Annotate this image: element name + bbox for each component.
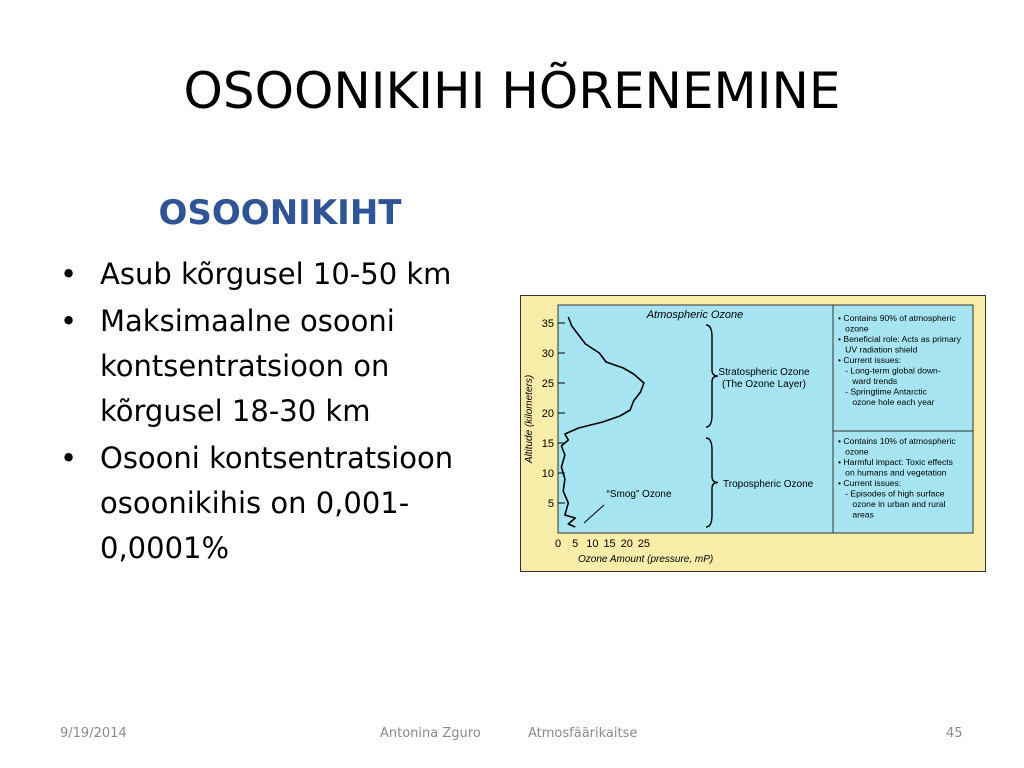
section-subtitle: OSOONIKIHT: [158, 193, 402, 233]
y-tick-label: 5: [547, 498, 554, 510]
info-upper-line: • Beneficial role: Acts as primary: [838, 334, 961, 344]
bullet-item: [52, 299, 502, 434]
bullet-icon: •: [60, 257, 78, 291]
info-upper-line: - Long-term global down-: [838, 365, 941, 376]
stratosphere-label-line1: Stratospheric Ozone: [718, 367, 810, 378]
info-lower-line: • Contains 10% of atmospheric: [838, 436, 956, 446]
x-tick-label: 15: [603, 538, 616, 550]
info-lower-line: areas: [838, 509, 874, 520]
smog-label: “Smog” Ozone: [606, 489, 672, 500]
y-tick-label: 20: [541, 408, 554, 420]
x-tick-label: 5: [572, 538, 579, 550]
info-upper-line: ward trends: [838, 376, 898, 386]
info-upper-line: UV radiation shield: [838, 344, 918, 355]
bullet-icon: •: [60, 441, 78, 475]
bullet-item: [52, 436, 502, 571]
stratosphere-label-line2: (The Ozone Layer): [722, 379, 806, 390]
slide-title: OSOONIKIHI HÕRENEMINE: [183, 62, 841, 120]
y-axis-label: Altitude (kilometers): [524, 374, 535, 464]
bullet-item: [52, 252, 502, 297]
info-lower-line: • Harmful impact: Toxic effects: [838, 457, 953, 467]
info-lower-line: ozone: [838, 446, 869, 457]
bullet-text: Maksimaalne osooni kontsentratsioon on kõrgusel 18-30 km: [100, 304, 395, 428]
bullet-text: Osooni kontsentratsioon osoonikihis on 0,001-0,0001%: [100, 441, 454, 565]
bullet-list: [52, 252, 502, 573]
y-tick-label: 25: [541, 378, 554, 390]
info-upper-line: • Current issues:: [838, 355, 902, 365]
x-axis-label: Ozone Amount (pressure, mP): [578, 554, 714, 565]
troposphere-label: Tropospheric Ozone: [723, 479, 814, 490]
ozone-chart: [520, 295, 986, 572]
x-tick-label: 25: [637, 538, 651, 550]
footer-topic: Atmosfäärikaitse: [528, 726, 638, 741]
info-lower-line: - Episodes of high surface: [838, 488, 945, 499]
y-tick-label: 30: [541, 348, 554, 360]
y-tick-label: 35: [541, 318, 554, 330]
bullet-text: Asub kõrgusel 10-50 km: [100, 257, 452, 291]
footer-author: Antonina Zguro: [380, 726, 481, 741]
chart-title: Atmospheric Ozone: [646, 309, 744, 321]
x-tick-label: 10: [586, 538, 599, 550]
y-tick-label: 10: [541, 468, 554, 480]
info-lower-line: • Current issues:: [838, 478, 902, 488]
info-upper-line: ozone: [838, 323, 869, 334]
bullet-icon: •: [60, 304, 78, 338]
info-lower-line: on humans and vegetation: [838, 467, 947, 478]
info-upper-line: ozone hole each year: [838, 397, 935, 407]
y-tick-label: 15: [541, 438, 554, 450]
x-tick-label: 20: [620, 538, 633, 550]
footer-date: 9/19/2014: [60, 726, 127, 741]
footer-page-number: 45: [946, 726, 963, 741]
info-upper-line: • Contains 90% of atmospheric: [838, 313, 956, 323]
x-tick-label: 0: [554, 538, 562, 550]
info-lower-line: ozone in urban and rural: [838, 499, 946, 509]
info-upper-line: - Springtime Antarctic: [838, 386, 927, 397]
